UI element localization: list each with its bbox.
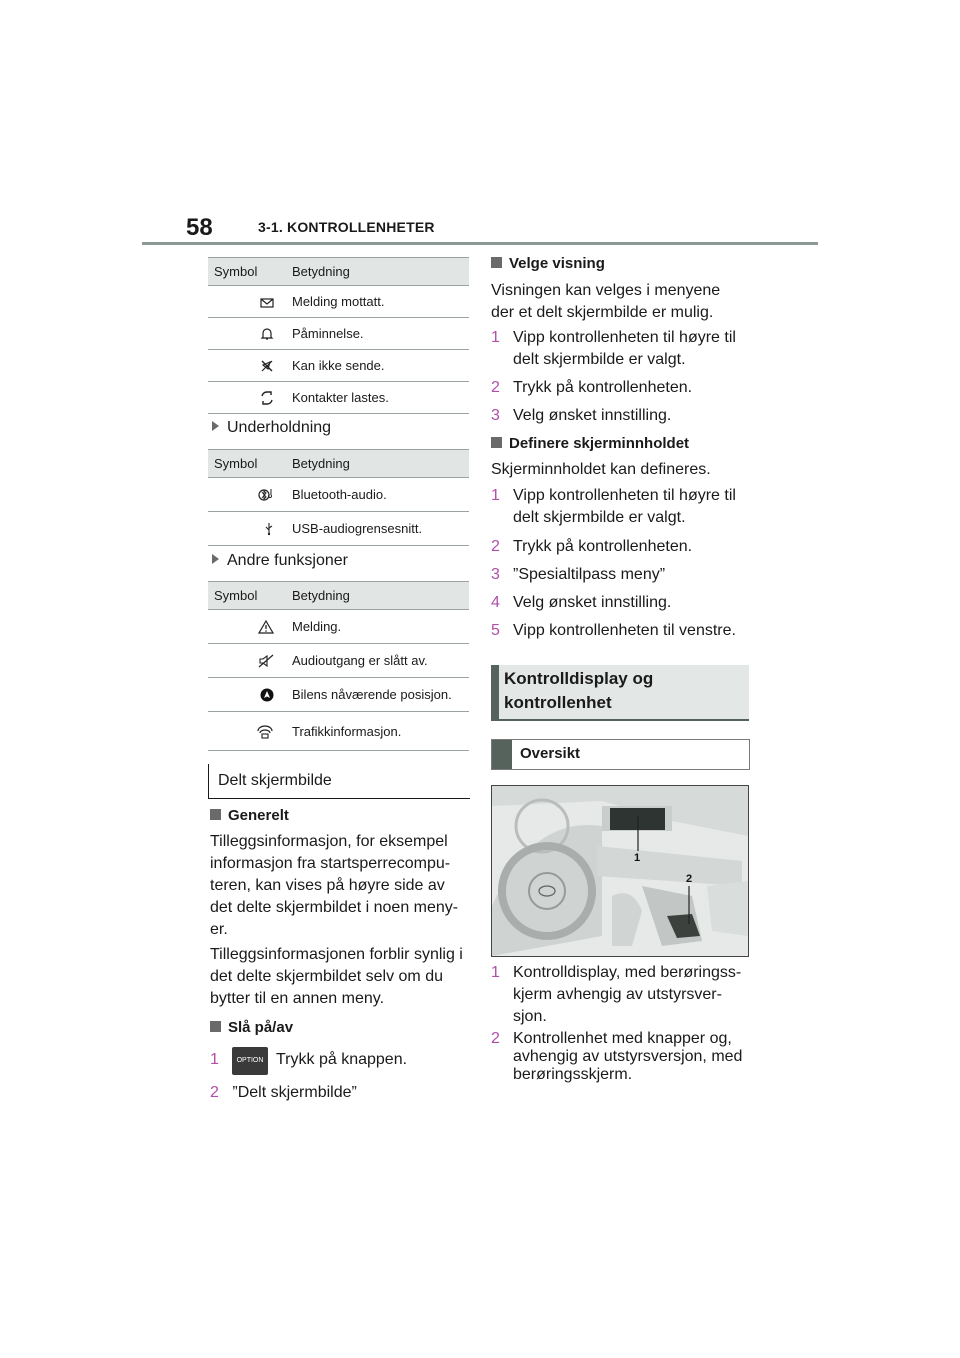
usb-icon [264,521,274,536]
section-title [504,667,653,715]
bluetooth-audio-icon [258,487,274,502]
on-off-heading: Slå på/av [210,1019,293,1036]
define-content-steps [491,485,753,648]
overview-title: Oversikt [520,745,581,762]
list-item [491,327,753,377]
text-line: Tilleggsinformasjon, for eksempel [210,833,448,850]
envelope-icon [260,294,274,309]
table-row [208,286,469,318]
symbol-meaning: Påminnelse. [286,318,469,350]
text-line: er. [210,921,228,938]
traffic-info-icon [256,723,274,738]
section-header-bar [491,665,499,719]
text-line: Tilleggsinformasjonen forblir synlig i [210,946,463,963]
text-line: det delte skjermbildet i noen meny- [210,899,459,916]
entertainment-symbol-table [208,449,469,546]
step-number: 1 [491,964,500,981]
table-row [208,678,469,712]
square-bullet-icon [491,437,502,448]
square-bullet-icon [210,1021,221,1032]
text-line: kjerm avhengig av utstyrsver- [513,986,722,1003]
define-content-heading: Definere skjerminnholdet [491,435,689,452]
text-line: Trykk på kontrollenheten. [513,379,693,396]
option-button-icon: OPTION [232,1047,268,1075]
step-number: 2 [491,538,500,555]
step-number: 1 [210,1051,219,1068]
warning-icon [258,619,274,634]
text-line: Velg ønsket innstilling. [513,594,672,611]
define-content-paragraph: Skjerminnholdet kan defineres. [491,461,711,478]
symbol-meaning: Melding. [286,610,469,644]
list-item [491,485,753,536]
callout-2: 2 [686,873,693,885]
section-entertainment: Underholdning [212,419,331,437]
text-line: Velg ønsket innstilling. [513,407,672,424]
table-row [208,610,469,644]
text-line: teren, kan vises på høyre side av [210,877,445,894]
send-failed-icon [260,358,274,373]
list-item [491,377,753,405]
select-view-paragraph [491,280,753,324]
table-row [208,382,469,414]
overview-bar [492,740,512,769]
table-row [208,644,469,678]
other-symbol-table [208,581,469,751]
table-row [208,712,469,751]
table-row [208,318,469,350]
on-off-step-2 [210,1084,357,1102]
table-row [208,512,469,546]
symbol-meaning: Kan ikke sende. [286,350,469,382]
text-line: informasjon fra startsperrecompu- [210,855,451,872]
bullet-triangle-icon [212,421,219,431]
text-line: delt skjermbilde er valgt. [513,351,686,368]
position-icon [260,687,274,702]
text-line: delt skjermbilde er valgt. [513,509,686,526]
square-bullet-icon [491,257,502,268]
select-view-steps [491,327,753,433]
cockpit-illustration [491,785,749,957]
section-header [491,665,749,721]
symbol-meaning: USB-audiogrensesnitt. [286,512,469,546]
text-line: det delte skjermbildet selv om du [210,968,443,985]
page-number: 58 [186,214,213,241]
general-paragraph-2 [210,944,472,1010]
general-heading: Generelt [210,807,289,824]
symbol-column-header: Symbol [208,450,286,478]
text-line: der et delt skjermbilde er mulig. [491,304,714,321]
callout-1: 1 [634,852,641,864]
list-item [491,620,753,648]
text-line: sjon. [513,1008,547,1025]
step-text: Trykk på knappen. [276,1051,408,1068]
text-line: Vipp kontrollenheten til høyre til [513,329,736,346]
text-line: bytter til en annen meny. [210,990,385,1007]
step-number: 1 [491,329,500,346]
general-paragraph-1 [210,831,472,941]
text-line: Vipp kontrollenheten til venstre. [513,622,736,639]
text-line: ”Spesialtilpass meny” [513,566,666,583]
symbol-meaning: Trafikkinformasjon. [286,712,469,751]
list-item [491,536,753,564]
step-number: 2 [210,1084,219,1101]
chapter-title: 3-1. KONTROLLENHETER [258,219,435,235]
messages-symbol-table [208,257,469,414]
step-number: 4 [491,594,500,611]
symbol-meaning: Audioutgang er slått av. [286,644,469,678]
list-item [491,405,753,433]
list-item [491,962,756,1030]
symbol-column-header: Symbol [208,582,286,610]
select-view-heading: Velge visning [491,255,605,272]
contacts-loading-icon [260,390,274,405]
list-item [491,564,753,592]
text-line: Kontrollenhet med knapper og, [513,1030,732,1047]
meaning-column-header: Betydning [286,582,469,610]
step-number: 1 [491,487,500,504]
list-item [491,1030,756,1084]
meaning-column-header: Betydning [286,450,469,478]
step-number: 2 [491,1030,500,1047]
symbol-meaning: Kontakter lastes. [286,382,469,414]
symbol-meaning: Bluetooth-audio. [286,478,469,512]
header-rule [142,242,818,245]
bell-icon [260,326,274,341]
step-number: 2 [491,379,500,396]
table-row [208,350,469,382]
square-bullet-icon [210,809,221,820]
overview-box [491,739,750,770]
text-line: berøringsskjerm. [513,1066,633,1083]
text-line: Kontrolldisplay, med berøringss- [513,964,742,981]
table-row [208,478,469,512]
split-screen-heading-box [208,764,470,799]
meaning-column-header: Betydning [286,258,469,286]
split-screen-heading: Delt skjermbilde [218,772,332,789]
step-number: 3 [491,407,500,424]
symbol-meaning: Melding mottatt. [286,286,469,318]
section-other-functions: Andre funksjoner [212,552,348,570]
text-line: Trykk på kontrollenheten. [513,538,693,555]
illustration-legend [491,962,756,1084]
symbol-meaning: Bilens nåværende posisjon. [286,678,469,712]
symbol-column-header: Symbol [208,258,286,286]
text-line: Kontrolldisplay og [504,669,654,688]
text-line: Visningen kan velges i menyene [491,282,721,299]
text-line: Vipp kontrollenheten til høyre til [513,487,736,504]
step-number: 5 [491,622,500,639]
text-line: avhengig av utstyrsversjon, med [513,1048,743,1065]
bullet-triangle-icon [212,554,219,564]
text-line: kontrollenhet [504,693,612,712]
list-item [491,592,753,620]
step-text: ”Delt skjermbilde” [232,1084,357,1101]
audio-muted-icon [258,653,274,668]
step-number: 3 [491,566,500,583]
